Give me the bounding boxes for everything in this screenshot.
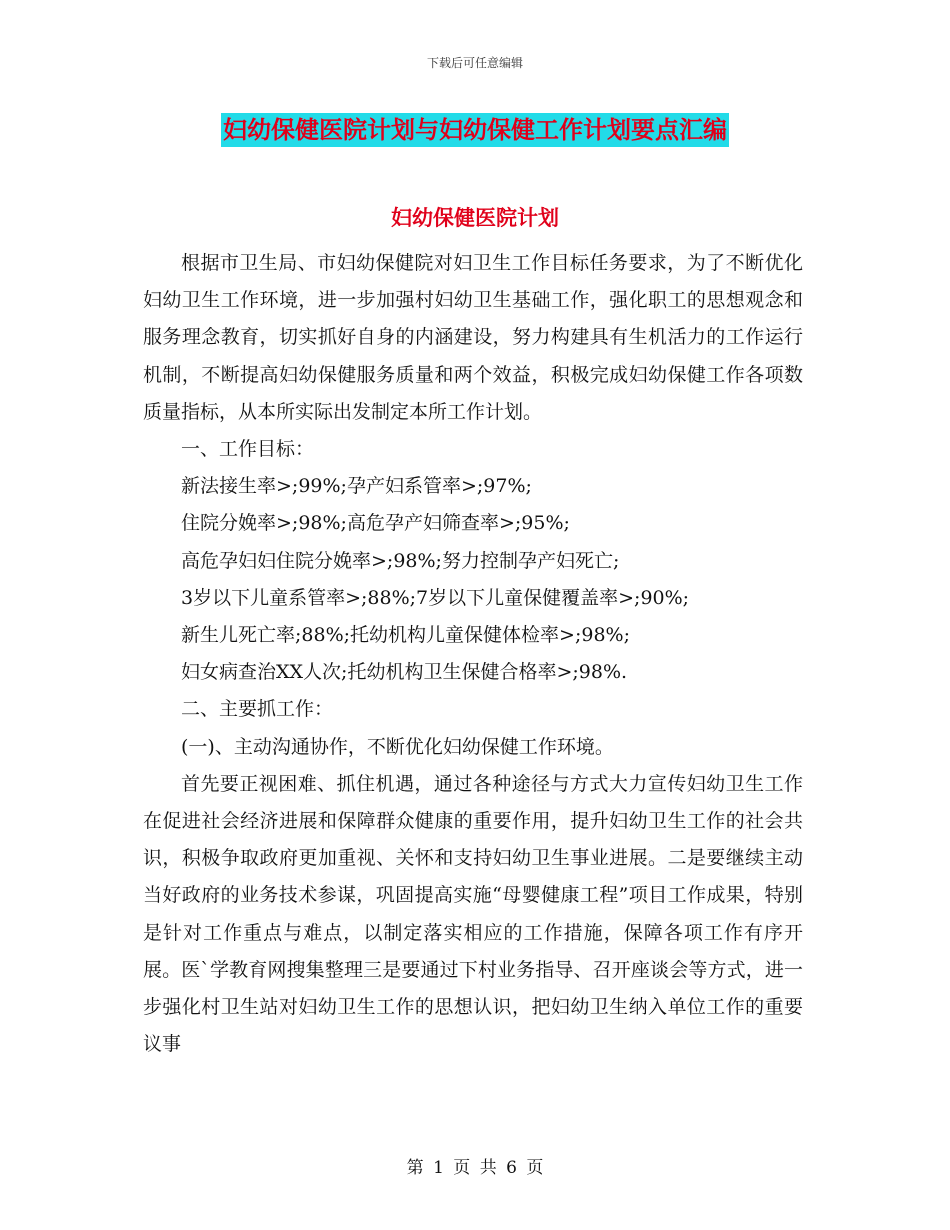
page-number-footer: 第 1 页 共 6 页 bbox=[406, 1158, 544, 1178]
document-body bbox=[143, 245, 803, 1063]
document-title-text: 妇幼保健医院计划与妇幼保健工作计划要点汇编 bbox=[221, 113, 729, 147]
document-title bbox=[0, 113, 950, 147]
goal-line: 新法接生率>;99%;孕产妇系管率>;97%; bbox=[181, 475, 532, 498]
goal-line: 住院分娩率>;98%;高危孕产妇筛查率>;95%; bbox=[181, 512, 570, 535]
intro-paragraph: 根据市卫生局、市妇幼保健院对妇卫生工作目标任务要求，为了不断优化妇幼卫生工作环境，进一步加强村妇幼卫生基础工作，强化职工的思想观念和服务理念教育，切实抓好自身的内涵建设，努力构建具有生机活力的工作运行机制，不断提高妇幼保健服务质量和两个效益，积极完成妇幼保健工作各项数质量指标，从本所实际出发制定本所工作计划。 bbox=[143, 252, 803, 423]
heading-work-goals: 一、工作目标： bbox=[181, 438, 315, 461]
subheading-communication: (一)、主动沟通协作，不断优化妇幼保健工作环境。 bbox=[181, 735, 614, 758]
body-paragraph: 首先要正视困难、抓住机遇，通过各种途径与方式大力宣传妇幼卫生工作在促进社会经济进展和保障群众健康的重要作用，提升妇幼卫生工作的社会共识，积极争取政府更加重视、关怀和支持妇幼卫生事业进展。二是要继续主动当好政府的业务技术参谋，巩固提高实施“母婴健康工程”项目工作成果，特别是针对工作重点与难点，以制定落实相应的工作措施，保障各项工作有序开展。医`学教育网搜集整理三是要通过下村业务指导、召开座谈会等方式，进一步强化村卫生站对妇幼卫生工作的思想认识，把妇幼卫生纳入单位工作的重要议事 bbox=[143, 772, 803, 1056]
goal-line: 新生儿死亡率;88%;托幼机构儿童保健体检率>;98%; bbox=[181, 624, 630, 647]
goal-line: 高危孕妇妇住院分娩率>;98%;努力控制孕产妇死亡; bbox=[181, 549, 620, 572]
heading-main-work: 二、主要抓工作： bbox=[181, 698, 334, 721]
section-title: 妇幼保健医院计划 bbox=[391, 205, 559, 230]
goal-line: 3岁以下儿童系管率>;88%;7岁以下儿童保健覆盖率>;90%; bbox=[181, 586, 690, 609]
page-header-note: 下载后可任意编辑 bbox=[426, 56, 523, 70]
goal-line: 妇女病查治XX人次;托幼机构卫生保健合格率>;98%. bbox=[181, 661, 628, 684]
